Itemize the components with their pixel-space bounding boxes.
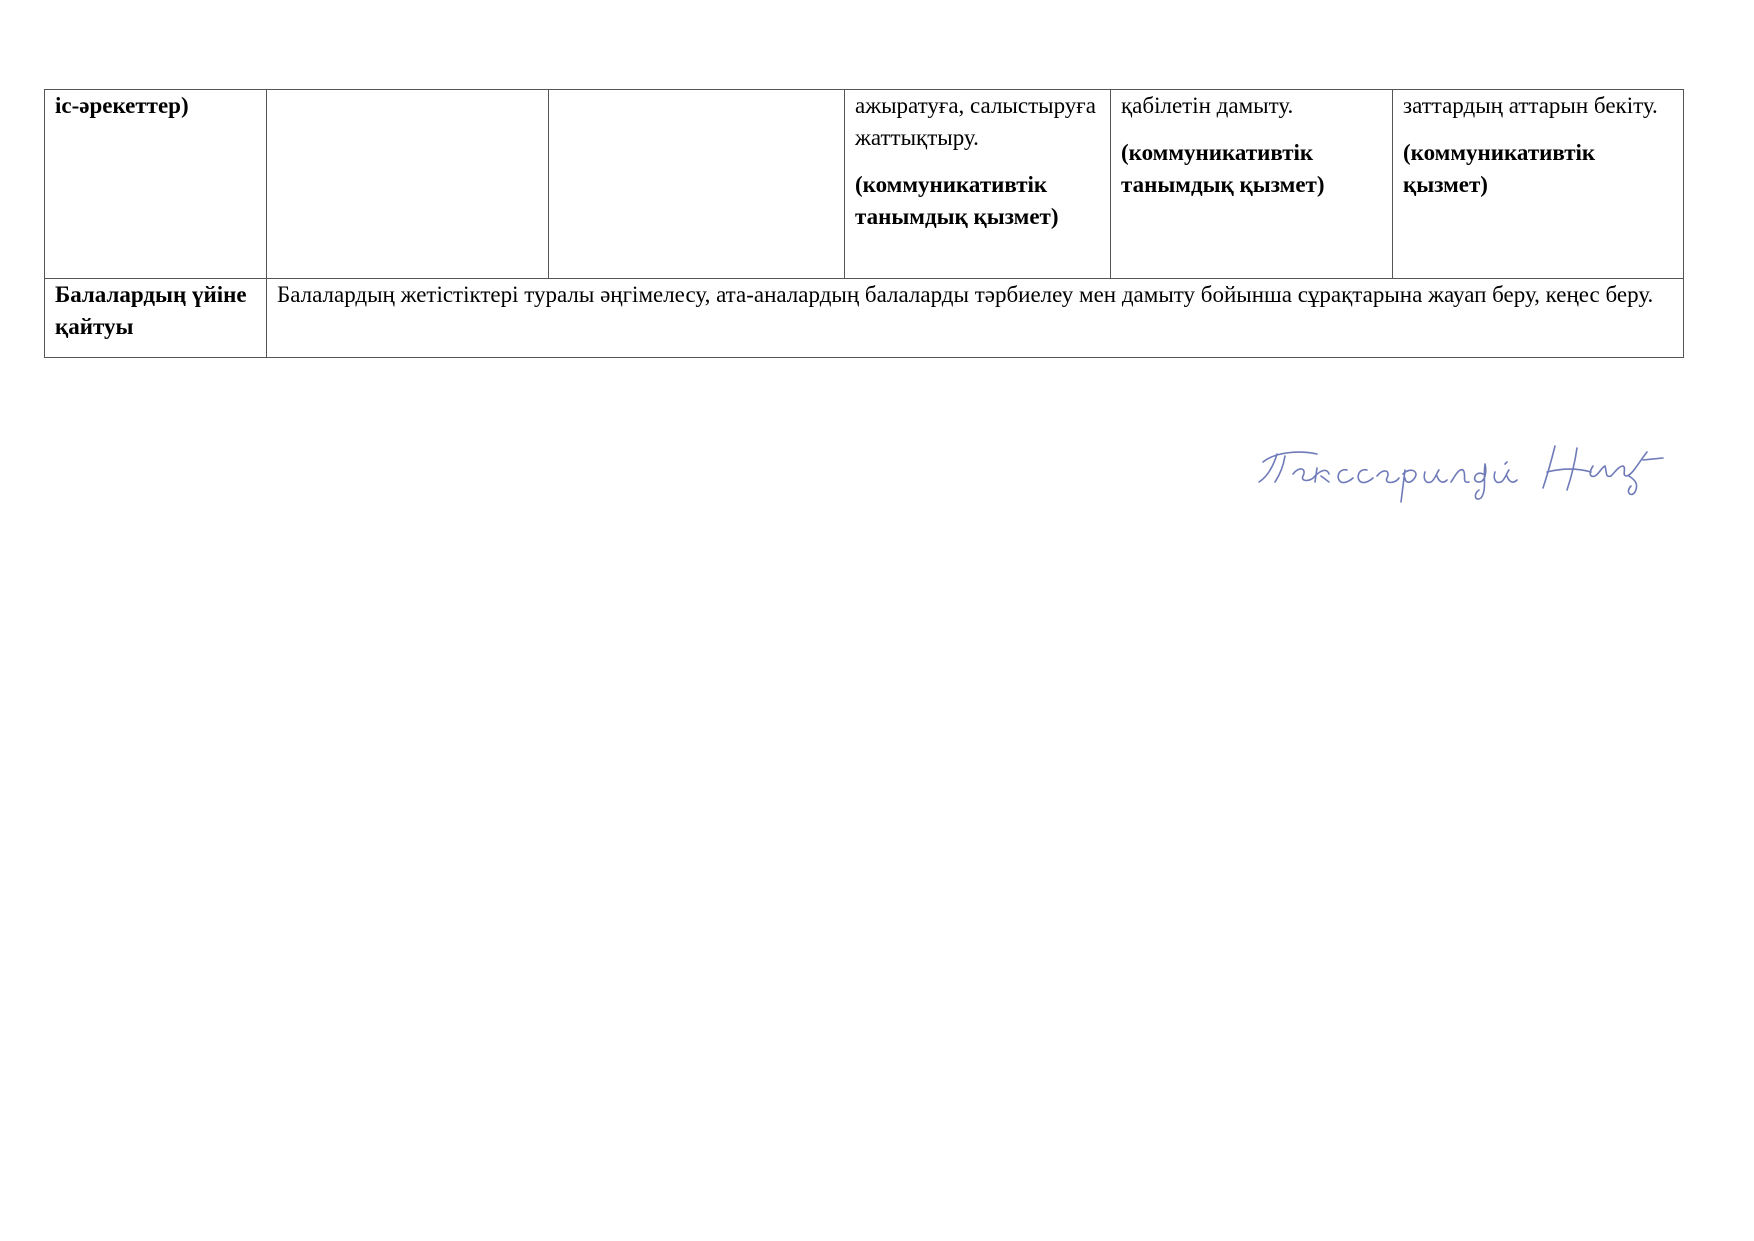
cell-text: қабілетін дамыту. [1121,93,1294,118]
cell-text: заттардың аттарын бекіту. [1403,93,1658,118]
table-cell-wide: Балалардың жетістіктері туралы әңгімелесу, ата-аналардың балаларды тәрбиелеу мен дамыту бойынша сұрақтарына жауап беру, кеңес беру. [267,279,1684,358]
table-cell [845,90,1111,279]
row-header: іс-әрекеттер) [45,90,267,279]
table-cell [549,90,845,279]
table-row [45,90,1684,279]
table-cell [1111,90,1393,279]
table-cell [1393,90,1684,279]
cell-note: (коммуникативтік қызмет) [1403,140,1596,197]
cell-note: (коммуникативтік танымдық қызмет) [855,172,1059,229]
handwritten-signature [1255,432,1675,512]
plan-table [44,89,1684,358]
row-header: Балалардың үйіне қайтуы [45,279,267,358]
cell-note: (коммуникативтік танымдық қызмет) [1121,140,1325,197]
table-cell [267,90,549,279]
cell-text: ажыратуға, салыстыруға жаттықтыру. [855,93,1096,150]
table-row [45,279,1684,358]
